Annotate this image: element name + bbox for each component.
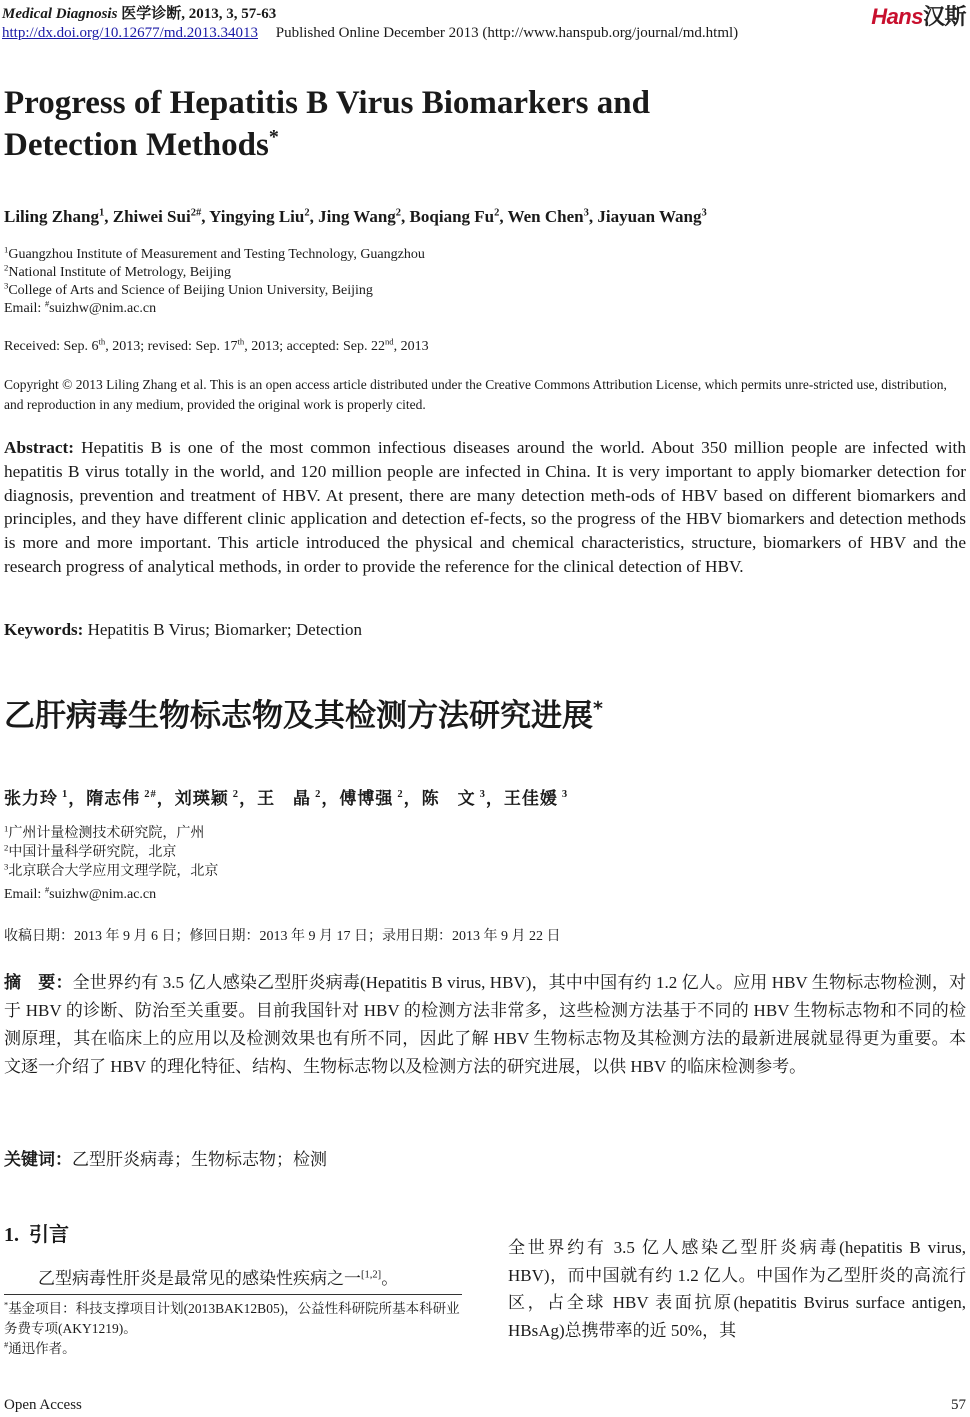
author-affil-sup: 2 bbox=[494, 207, 500, 219]
paper-title bbox=[4, 82, 904, 166]
title-footnote-mark[interactable]: * bbox=[268, 126, 279, 148]
cn-author-separator: ， bbox=[321, 789, 340, 808]
cn-author-name: 刘瑛颖 bbox=[174, 789, 229, 808]
author-name: Boqiang Fu bbox=[409, 207, 495, 226]
intro-paragraph-right: 全世界约有 3.5 亿人感染乙型肝炎病毒(hepatitis B virus, HBV)，而中国就有约 1.2 亿人。中国作为乙型肝炎的高流行区，占全球 HBV 表面抗原(hepatitis Bvirus surface antigen, HBsAg)总携带率的近 50%，其 bbox=[508, 1238, 966, 1340]
publisher-logo bbox=[871, 0, 966, 31]
footnote-text: 通迅作者。 bbox=[8, 1341, 76, 1356]
author-separator: , bbox=[104, 207, 113, 226]
cn-title: 乙肝病毒生物标志物及其检测方法研究进展* bbox=[4, 697, 603, 734]
email-address[interactable]: suizhw@nim.ac.cn bbox=[49, 301, 157, 316]
footnote-mark: * bbox=[4, 1300, 9, 1310]
cn-author-name: 陈 文 bbox=[421, 789, 476, 808]
keywords bbox=[4, 620, 362, 640]
footnote-item bbox=[4, 1299, 462, 1339]
affiliation-text: Guangzhou Institute of Measurement and Testing Technology, Guangzhou bbox=[8, 247, 425, 262]
author-separator: , bbox=[499, 207, 508, 226]
journal-header bbox=[2, 2, 276, 23]
page-number: 57 bbox=[951, 1397, 966, 1413]
cn-author-list bbox=[4, 784, 568, 809]
cn-author-separator: ， bbox=[403, 789, 422, 808]
affiliations bbox=[4, 246, 425, 300]
cn-affiliation-sup: 2 bbox=[4, 842, 9, 853]
affiliation-sup: 1 bbox=[4, 244, 9, 255]
cn-author-name: 王 晶 bbox=[257, 789, 312, 808]
cn-affiliation-sup: 1 bbox=[4, 823, 9, 834]
email-line: Email: #suizhw@nim.ac.cn bbox=[4, 298, 157, 316]
journal-volume: , 2013, 3, 57-63 bbox=[181, 6, 277, 22]
author-name: Jiayuan Wang bbox=[597, 207, 702, 226]
doi-line bbox=[2, 25, 738, 42]
cn-author-name: 张力玲 bbox=[4, 789, 58, 808]
author-affil-sup: 2 bbox=[395, 207, 402, 219]
cn-abstract bbox=[4, 969, 966, 1081]
footnote-divider bbox=[4, 1294, 462, 1295]
abstract bbox=[4, 436, 966, 579]
cn-keywords-label: 关键词： bbox=[4, 1150, 72, 1170]
author-name: Wen Chen bbox=[507, 207, 584, 226]
author-separator: , bbox=[588, 207, 598, 226]
cn-keywords bbox=[4, 1145, 327, 1170]
affiliation-line bbox=[4, 246, 425, 264]
cn-author-separator: ， bbox=[239, 789, 258, 808]
citation-ref[interactable]: [1,2] bbox=[361, 1269, 382, 1281]
author-affil-sup: 2# bbox=[190, 207, 202, 219]
cn-email-address[interactable]: suizhw@nim.ac.cn bbox=[49, 887, 157, 902]
author-name: Liling Zhang bbox=[4, 207, 99, 226]
author-affil-sup: 1 bbox=[98, 207, 105, 219]
affiliation-text: College of Arts and Science of Beijing Union University, Beijing bbox=[8, 283, 373, 298]
cn-affiliation-text: 北京联合大学应用文理学院，北京 bbox=[8, 864, 219, 879]
keywords-text: Hepatitis B Virus; Biomarker; Detection bbox=[83, 620, 362, 639]
footnote-text: 基金项目：科技支撑项目计划(2013BAK12B05)，公益性科研院所基本科研业务费专项(AKY1219)。 bbox=[4, 1301, 460, 1336]
section-heading: 1. 引言 bbox=[4, 1222, 69, 1246]
abstract-label: Abstract: bbox=[4, 438, 75, 457]
author-separator: , bbox=[309, 207, 319, 226]
cn-author-separator: ， bbox=[68, 789, 87, 808]
intro-paragraph-left: 乙型病毒性肝炎是最常见的感染性疾病之一[1,2]。 bbox=[38, 1269, 399, 1288]
affiliation-line bbox=[4, 264, 425, 282]
cn-author-separator: ， bbox=[485, 789, 504, 808]
author-name: Yingying Liu bbox=[209, 207, 305, 226]
footnote-mark: # bbox=[4, 1340, 9, 1350]
doi-link[interactable]: http://dx.doi.org/10.12677/md.2013.34013 bbox=[2, 25, 258, 41]
cn-author-affil-sup: 3 bbox=[479, 789, 486, 801]
cn-email-line: Email: #suizhw@nim.ac.cn bbox=[4, 884, 157, 902]
affiliation-line bbox=[4, 282, 425, 300]
title-line-2: Detection Methods* bbox=[4, 126, 279, 163]
cn-title-footnote-mark[interactable]: * bbox=[593, 697, 603, 720]
footer-open-access: Open Access bbox=[4, 1397, 82, 1413]
cn-dates: 收稿日期：2013 年 9 月 6 日；修回日期：2013 年 9 月 17 日；录用日期：2013 年 9 月 22 日 bbox=[4, 929, 561, 944]
author-affil-sup: 3 bbox=[583, 207, 589, 219]
cn-author-affil-sup: 2 bbox=[397, 789, 404, 801]
cn-author-affil-sup: 3 bbox=[561, 789, 569, 801]
cn-affiliation-sup: 3 bbox=[4, 861, 9, 872]
footnote-item bbox=[4, 1339, 462, 1359]
author-name: Zhiwei Sui bbox=[112, 207, 191, 226]
author-affil-sup: 2 bbox=[304, 207, 310, 219]
cn-author-name: 王佳媛 bbox=[503, 789, 558, 808]
affiliation-sup: 2 bbox=[4, 262, 9, 273]
cn-author-affil-sup: 2 bbox=[232, 789, 240, 801]
cn-affiliation-text: 广州计量检测技术研究院，广州 bbox=[8, 826, 205, 841]
author-separator: , bbox=[201, 207, 210, 226]
cn-affiliation-line bbox=[4, 862, 218, 881]
cn-author-affil-sup: 1 bbox=[62, 789, 69, 801]
affiliation-text: National Institute of Metrology, Beijing bbox=[8, 265, 232, 280]
cn-abstract-label: 摘 要： bbox=[4, 973, 73, 993]
author-affil-sup: 3 bbox=[701, 207, 707, 219]
affiliation-sup: 3 bbox=[4, 280, 9, 291]
cn-affiliations bbox=[4, 824, 218, 881]
logo-text-en: Hans bbox=[871, 4, 923, 29]
logo-text-cn: 汉斯 bbox=[922, 4, 966, 29]
keywords-label: Keywords: bbox=[4, 620, 84, 639]
cn-keywords-text: 乙型肝炎病毒；生物标志物；检测 bbox=[72, 1150, 327, 1169]
cn-author-affil-sup: 2# bbox=[144, 789, 157, 801]
received-dates: Received: Sep. 6th, 2013; revised: Sep. 17th, 2013; accepted: Sep. 22nd, 2013 bbox=[4, 336, 429, 354]
author-list bbox=[4, 207, 707, 227]
cn-author-name: 隋志伟 bbox=[86, 789, 141, 808]
abstract-text: Hepatitis B is one of the most common infectious diseases around the world. About 350 million people are infected with hepatitis B virus totally in the world, and 120 million people are infected in China. It is very important to apply biomarker detection for diagnosis, prevention and treatment of HBV. At present, there are many detection meth-ods of HBV based on different biomarkers and principles, and they have different clinic application and detection ef-fects, so the progress of the HBV biomarkers and detection methods is more and more important. This article introduced the physical and chemical characteristics, structure, biomarkers of HBV and the research progress of analytical methods, in order to provide the reference for the clinical detection of HBV. bbox=[4, 438, 966, 576]
cn-abstract-text: 全世界约有 3.5 亿人感染乙型肝炎病毒(Hepatitis B virus, HBV)，其中中国有约 1.2 亿人。应用 HBV 生物标志物检测，对于 HBV 的诊断、防治至关重要。目前我国针对 HBV 的检测方法非常多，这些检测方法基于不同的 HBV 生物标志物和不同的检测原理，其在临床上的应用以及检测效果也有所不同，因此了解 HBV 生物标志物及其检测方法的最新进展就显得更为重要。本文逐一介绍了 HBV 的理化特征、结构、生物标志物以及检测方法的研究进展，以供 HBV 的临床检测参考。 bbox=[4, 973, 967, 1076]
cn-author-name: 傅博强 bbox=[339, 789, 394, 808]
journal-name: Medical Diagnosis bbox=[2, 6, 118, 22]
cn-affiliation-text: 中国计量科学研究院，北京 bbox=[8, 845, 177, 860]
title-line-1: Progress of Hepatitis B Virus Biomarkers and bbox=[4, 85, 650, 121]
cn-author-affil-sup: 2 bbox=[315, 789, 322, 801]
cn-author-separator: ， bbox=[156, 789, 175, 808]
author-name: Jing Wang bbox=[318, 207, 396, 226]
author-separator: , bbox=[401, 207, 410, 226]
published-info: Published Online December 2013 (http://www.hanspub.org/journal/md.html) bbox=[275, 25, 739, 41]
cn-affiliation-line bbox=[4, 824, 218, 843]
copyright-notice: Copyright © 2013 Liling Zhang et al. This is an open access article distributed under the Creative Commons Attribution License, which permits unre-stricted use, distribution, and reproduction in any medium, provided the original work is properly cited. bbox=[4, 377, 947, 412]
journal-name-cn: 医学诊断 bbox=[121, 6, 182, 22]
footnotes bbox=[4, 1299, 462, 1359]
cn-affiliation-line bbox=[4, 843, 218, 862]
